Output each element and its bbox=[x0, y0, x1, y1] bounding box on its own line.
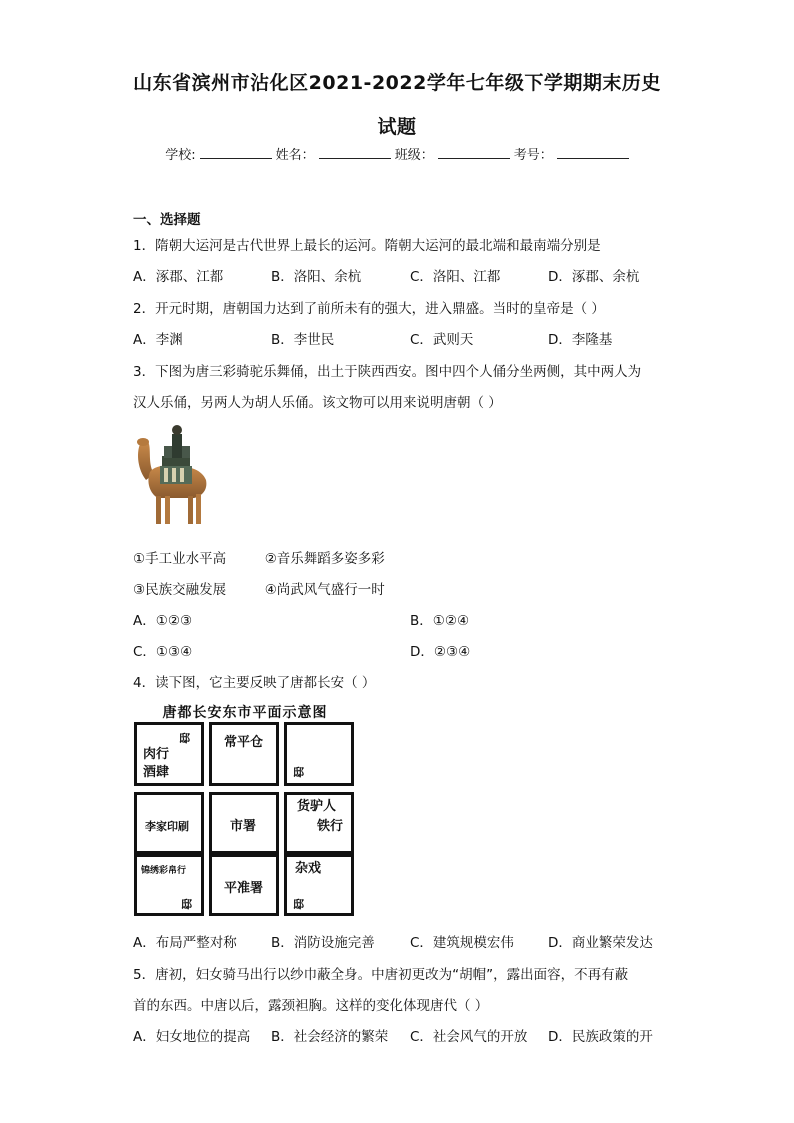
q3-option-b: B．①②④ bbox=[410, 613, 470, 629]
section-heading: 一、选择题 bbox=[133, 212, 201, 228]
name-label: 姓名： bbox=[275, 148, 315, 163]
exam-title-line2: 试题 bbox=[377, 116, 417, 138]
map-cell-5 bbox=[209, 792, 279, 854]
q3-option-c: C．①③④ bbox=[133, 644, 193, 660]
map-cell-5-label: 市署 bbox=[230, 819, 257, 834]
q1-option-d: D．涿郡、余杭 bbox=[548, 269, 640, 285]
chang-an-east-market-map bbox=[132, 702, 358, 918]
q1-option-a: A．涿郡、江都 bbox=[133, 269, 224, 285]
school-blank[interactable] bbox=[200, 144, 272, 159]
map-cell-1-label-c: 邸 bbox=[179, 732, 190, 745]
map-cell-9-label-a: 杂戏 bbox=[295, 861, 322, 876]
map-cell-3 bbox=[284, 722, 354, 786]
q3-statement-1: ①手工业水平高 bbox=[133, 551, 227, 567]
q3-statement-3: ③民族交融发展 bbox=[133, 582, 227, 598]
map-cell-2-label: 常平仓 bbox=[224, 735, 264, 750]
map-cell-1-label-b: 酒肆 bbox=[143, 765, 170, 780]
student-info-row bbox=[0, 144, 794, 163]
question-3-stem-line2: 汉人乐俑，另两人为胡人乐俑。该文物可以用来说明唐朝（ ） bbox=[133, 395, 502, 411]
map-title: 唐都长安东市平面示意图 bbox=[162, 705, 328, 721]
q3-option-d: D．②③④ bbox=[410, 644, 471, 660]
map-cell-7-label-b: 邸 bbox=[181, 898, 192, 911]
exam-title-line1: 山东省滨州市沾化区2021-2022学年七年级下学期期末历史 bbox=[133, 72, 661, 94]
q5-option-d: D．民族政策的开 bbox=[548, 1029, 653, 1045]
question-1-stem: 1．隋朝大运河是古代世界上最长的运河。隋朝大运河的最北端和最南端分别是 bbox=[133, 238, 601, 254]
q1-option-b: B．洛阳、余杭 bbox=[271, 269, 362, 285]
q3-statements-row2 bbox=[133, 578, 385, 598]
map-cell-4-label: 李家印刷 bbox=[145, 820, 189, 833]
map-cell-6-label-b: 铁行 bbox=[317, 819, 344, 834]
q4-option-c: C．建筑规模宏伟 bbox=[410, 935, 514, 951]
q2-option-b: B．李世民 bbox=[271, 332, 335, 348]
q4-option-d: D．商业繁荣发达 bbox=[548, 935, 653, 951]
number-label: 考号： bbox=[513, 148, 553, 163]
q2-option-c: C．武则天 bbox=[410, 332, 474, 348]
school-label: 学校: bbox=[165, 148, 196, 163]
q3-option-a: A．①②③ bbox=[133, 613, 193, 629]
question-5-stem-line1: 5．唐初，妇女骑马出行以纱巾蔽全身。中唐初更改为“胡帽”，露出面容，不再有蔽 bbox=[133, 967, 629, 983]
map-cell-6 bbox=[284, 792, 354, 854]
q3-statements-row1 bbox=[133, 547, 385, 567]
q1-option-c: C．洛阳、江都 bbox=[410, 269, 501, 285]
map-cell-2 bbox=[209, 722, 279, 786]
map-cell-7 bbox=[134, 854, 204, 916]
number-blank[interactable] bbox=[557, 144, 629, 159]
q3-statement-2: ②音乐舞蹈多姿多彩 bbox=[264, 551, 385, 567]
q4-option-a: A．布局严整对称 bbox=[133, 935, 237, 951]
class-blank[interactable] bbox=[438, 144, 510, 159]
q3-statement-4: ④尚武风气盛行一时 bbox=[264, 582, 385, 598]
map-cell-3-label: 邸 bbox=[293, 766, 304, 779]
q2-option-a: A．李渊 bbox=[133, 332, 183, 348]
map-cell-9-label-b: 邸 bbox=[293, 898, 304, 911]
map-cell-8 bbox=[209, 854, 279, 916]
question-2-stem: 2．开元时期，唐朝国力达到了前所未有的强大，进入鼎盛。当时的皇帝是（ ） bbox=[133, 301, 605, 317]
map-cell-4 bbox=[134, 792, 204, 854]
class-label: 班级： bbox=[394, 148, 434, 163]
camel-figurine-icon bbox=[132, 420, 212, 530]
map-cell-9 bbox=[284, 854, 354, 916]
q5-option-b: B．社会经济的繁荣 bbox=[271, 1029, 389, 1045]
map-cell-1-label-a: 肉行 bbox=[143, 747, 170, 762]
q5-option-c: C．社会风气的开放 bbox=[410, 1029, 528, 1045]
map-cell-8-label: 平准署 bbox=[224, 881, 264, 896]
q5-option-a: A．妇女地位的提高 bbox=[133, 1029, 251, 1045]
q2-option-d: D．李隆基 bbox=[548, 332, 613, 348]
question-5-stem-line2: 首的东西。中唐以后，露颈袒胸。这样的变化体现唐代（ ） bbox=[133, 998, 489, 1014]
name-blank[interactable] bbox=[319, 144, 391, 159]
map-cell-1 bbox=[134, 722, 204, 786]
question-3-stem-line1: 3．下图为唐三彩骑驼乐舞俑，出土于陕西西安。图中四个人俑分坐两侧，其中两人为 bbox=[133, 364, 642, 380]
question-4-stem: 4．读下图，它主要反映了唐都长安（ ） bbox=[133, 675, 376, 691]
map-cell-7-label-a: 锦绣彩帛行 bbox=[141, 866, 187, 876]
q4-option-b: B．消防设施完善 bbox=[271, 935, 375, 951]
map-cell-6-label-a: 货驴人 bbox=[297, 799, 337, 814]
